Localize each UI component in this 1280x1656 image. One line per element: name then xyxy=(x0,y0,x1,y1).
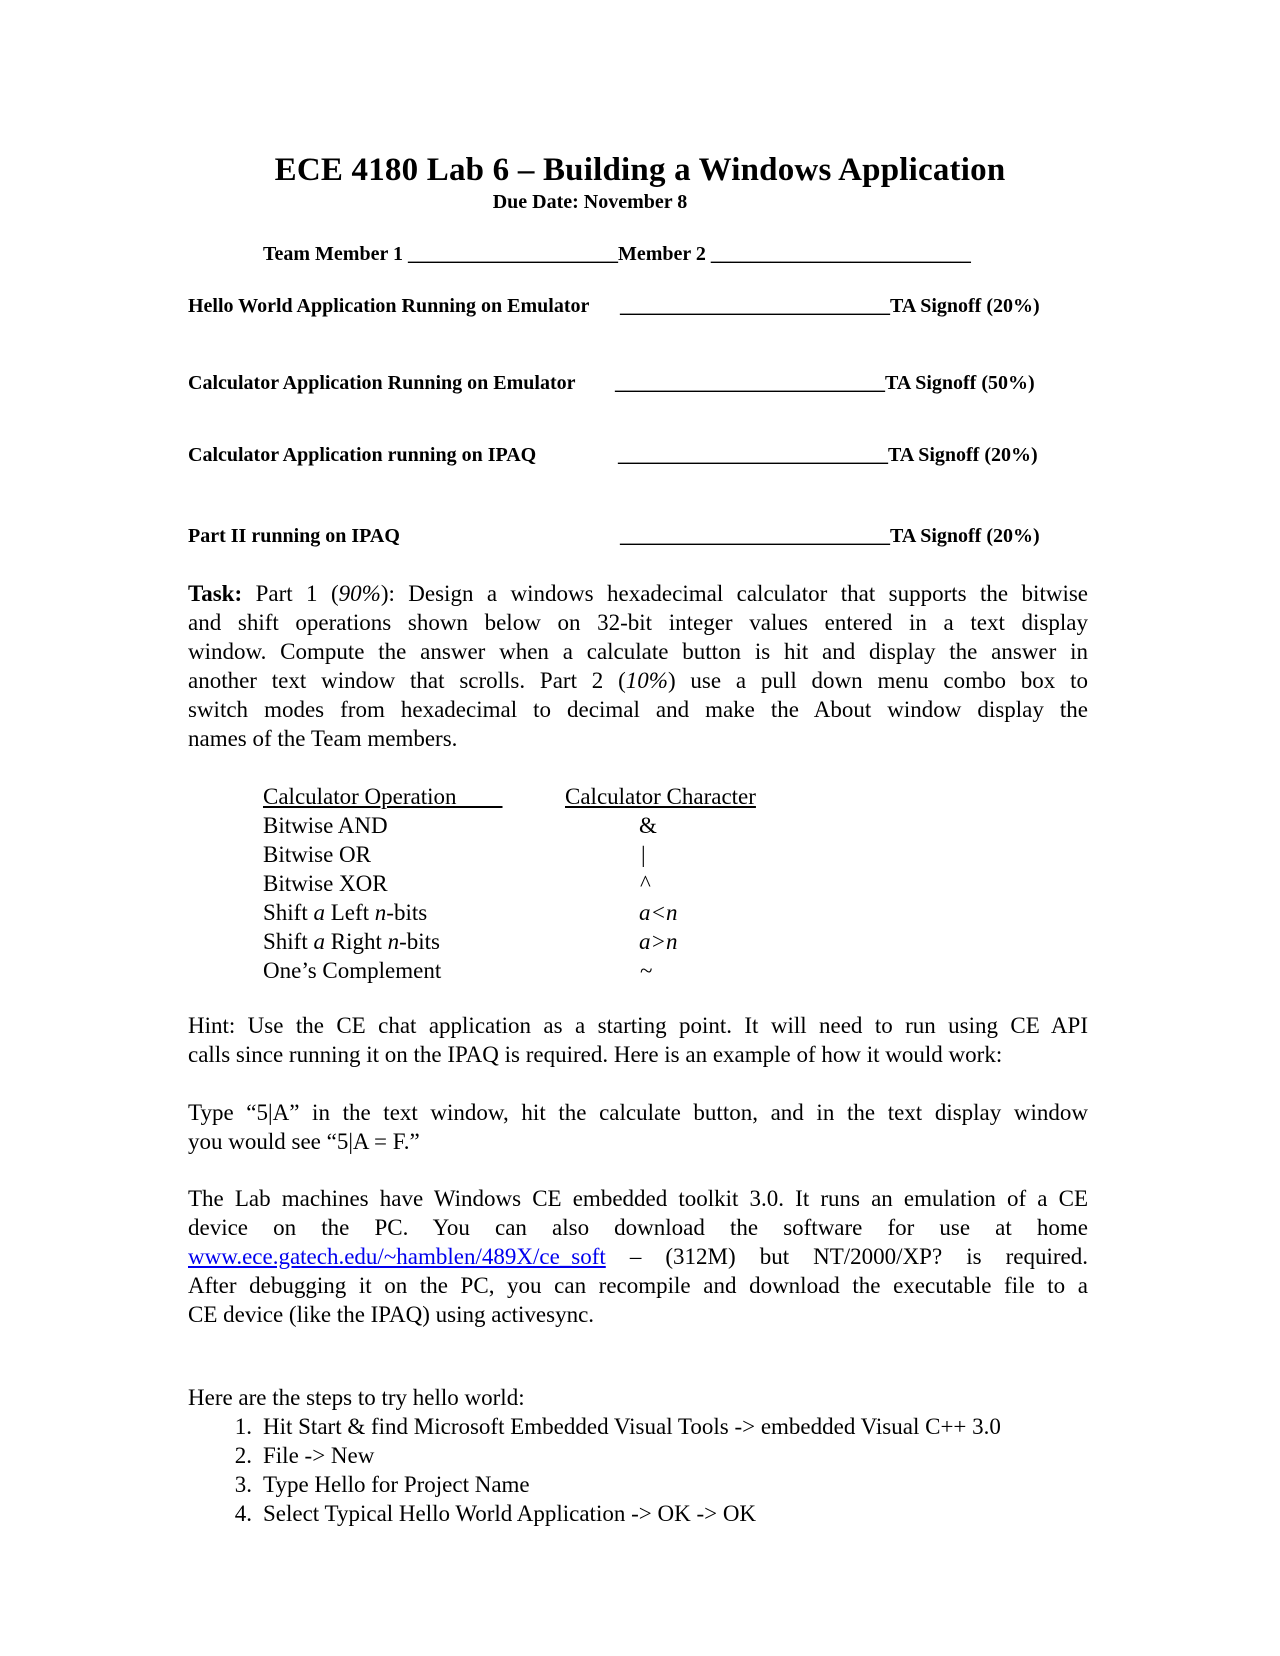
signoff-row xyxy=(188,294,1088,320)
operation-character: ^ xyxy=(640,871,651,896)
step-number: 4. xyxy=(234,1501,252,1526)
ce-soft-download-link[interactable]: www.ece.gatech.edu/~hamblen/489X/ce_soft xyxy=(188,1244,606,1269)
signoff-label: Calculator Application Running on Emulator xyxy=(188,372,576,394)
example-text: you would see “5|A = F.” xyxy=(188,1129,420,1154)
lab-text: device on the PC. You can also download the software for use at home xyxy=(188,1215,1088,1240)
signoff-label: Calculator Application running on IPAQ xyxy=(188,444,537,466)
operation-character: | xyxy=(641,842,646,867)
signoff-field: ___________________________TA Signoff (20%) xyxy=(618,444,1038,466)
header-character: Calculator Character xyxy=(565,784,756,809)
operation-name: Shift a Right n-bits xyxy=(263,929,440,954)
steps-section xyxy=(188,1383,1001,1528)
example-text: Type “5|A” in the text window, hit the calculate button, and in the text display window xyxy=(188,1100,1088,1125)
signoff-label: Part II running on IPAQ xyxy=(188,525,400,547)
lab-text: CE device (like the IPAQ) using activesync. xyxy=(188,1302,595,1327)
signoff-field: ___________________________TA Signoff (20%) xyxy=(620,525,1040,547)
task-text: names of the Team members. xyxy=(188,726,458,751)
signoff-row xyxy=(188,524,1088,550)
operation-name: One’s Complement xyxy=(263,958,442,983)
hint-text: Hint: Use the CE chat application as a starting point. It will need to run using CE API xyxy=(188,1013,1088,1038)
task-text: ) use a pull down menu combo box to xyxy=(667,668,1088,693)
task-text: switch modes from hexadecimal to decimal and make the About window display the xyxy=(188,697,1088,722)
task-text: ): Design a windows hexadecimal calculator that supports the bitwise xyxy=(380,581,1088,606)
task-text: window. Compute the answer when a calculate button is hit and display the answer in xyxy=(188,639,1088,664)
operation-character: a>n xyxy=(639,929,678,954)
steps-intro: Here are the steps to try hello world: xyxy=(188,1385,525,1410)
task-text: Part 1 ( xyxy=(242,581,339,606)
signoff-row xyxy=(188,443,1088,469)
step-number: 3. xyxy=(234,1472,252,1497)
task-label: Task: xyxy=(188,581,243,606)
document-title: ECE 4180 Lab 6 – Building a Windows Application xyxy=(274,152,1006,188)
operation-name: Bitwise OR xyxy=(263,842,371,867)
operation-name: Bitwise AND xyxy=(263,813,388,838)
signoff-label: Hello World Application Running on Emulator xyxy=(188,295,590,317)
step-text: File -> New xyxy=(263,1443,375,1468)
part2-percent: 10% xyxy=(625,668,668,693)
hint-text: calls since running it on the IPAQ is required. Here is an example of how it would work: xyxy=(188,1042,1003,1067)
lab-machines-paragraph xyxy=(188,1184,1088,1329)
step-number: 1. xyxy=(234,1414,252,1439)
signoff-field: ___________________________TA Signoff (20%) xyxy=(620,295,1040,317)
step-text: Type Hello for Project Name xyxy=(263,1472,530,1497)
lab-text: – (312M) but NT/2000/XP? is required. xyxy=(605,1244,1088,1269)
operation-character: a<n xyxy=(639,900,678,925)
part1-percent: 90% xyxy=(338,581,381,606)
header-operation: Calculator Operation xyxy=(263,784,503,809)
step-text: Select Typical Hello World Application -> OK -> OK xyxy=(263,1501,757,1526)
task-paragraph xyxy=(188,579,1088,753)
task-text: another text window that scrolls. Part 2 ( xyxy=(188,668,626,693)
operation-name: Shift a Left n-bits xyxy=(263,900,428,925)
signoff-field: ___________________________TA Signoff (50%) xyxy=(615,372,1035,394)
example-paragraph xyxy=(188,1098,1088,1156)
lab-text: The Lab machines have Windows CE embedded toolkit 3.0. It runs an emulation of a CE xyxy=(188,1186,1088,1211)
step-text: Hit Start & find Microsoft Embedded Visual Tools -> embedded Visual C++ 3.0 xyxy=(263,1414,1001,1439)
operation-character: & xyxy=(639,813,657,838)
list-item xyxy=(188,1412,1001,1441)
list-item xyxy=(188,1470,530,1499)
due-date: Due Date: November 8 xyxy=(492,191,688,213)
step-number: 2. xyxy=(234,1443,252,1468)
list-item xyxy=(188,1499,757,1528)
operation-character: ~ xyxy=(640,958,653,983)
signoff-row xyxy=(188,371,1088,397)
task-text: and shift operations shown below on 32-bit integer values entered in a text display xyxy=(188,610,1088,635)
operation-name: Bitwise XOR xyxy=(263,871,388,896)
hint-paragraph xyxy=(188,1011,1088,1069)
team-members-line: Team Member 1 _____________________Member 2 __________________________ xyxy=(263,243,971,265)
list-item xyxy=(188,1441,525,1470)
lab-text: After debugging it on the PC, you can recompile and download the executable file to a xyxy=(188,1273,1088,1298)
